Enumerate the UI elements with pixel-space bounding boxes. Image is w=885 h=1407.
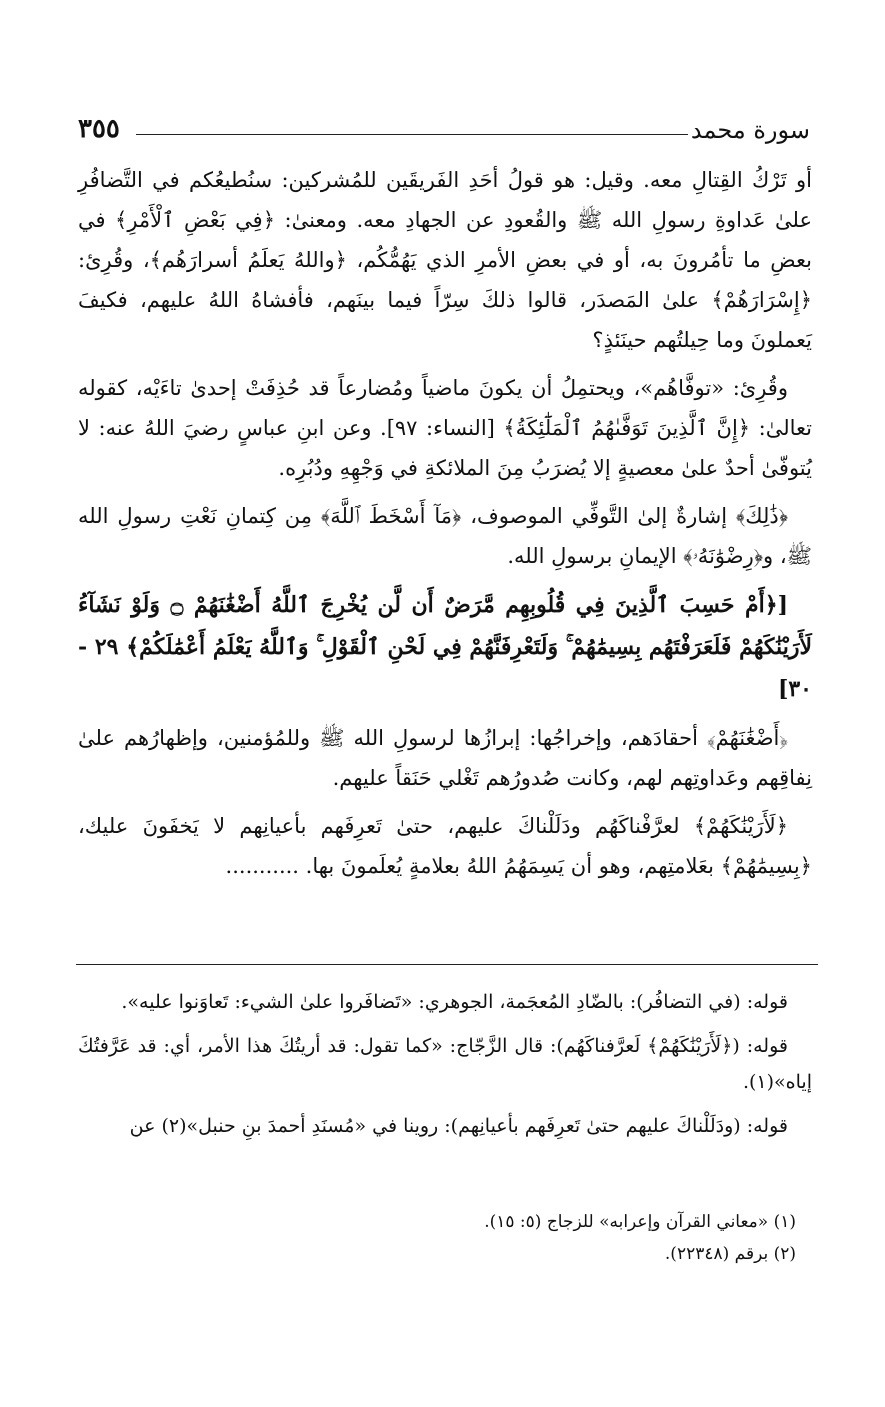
footnote-2: (٢) برقم (٢٢٣٤٨). (664, 1244, 796, 1264)
note-3: قوله: (ودَلَلْناكَ عليهم حتىٰ تَعرِفَهم بأعيانِهم): روينا في «مُسنَدِ أحمدَ بنِ حنبل»(٢) عن (129, 1115, 788, 1137)
note-2: قوله: (﴿لَأَرَيْنَٰكَهُمْ﴾ لَعرَّفناكَهُم): قال الزَّجّاج: «كما تقول: قد أريتُكَ هذا الأمر، أي: قد عَرَّفتُكَ إياه»(١). (78, 1035, 812, 1093)
paragraph-1: أو تَرْكُ القِتالِ معه. وقيل: هو قولُ أحَدِ الفَريقَين للمُشركين: سنُطيعُكم في التَّضافُرِ علىٰ عَداوةِ رسولِ الله ﷺ والقُعودِ عن الجهادِ معه. ومعنىٰ: ﴿فِي بَعْضِ ٱلْأَمْرِ﴾ في بعضِ ما تأمُرونَ به، أو في بعضِ الأمرِ الذي يَهُمُّكُم، ﴿واللهُ يَعلَمُ أسرارَهُم﴾، وقُرِئ: ﴿إِسْرَارَهُمْ﴾ علىٰ المَصدَر، قالوا ذلكَ سِرّاً فيما بينَهم، فأفشاهُ اللهُ عليهم، فكيفَ يَعملونَ وما حِيلتُهم حينَئذٍ؟ (78, 168, 812, 352)
running-header (78, 112, 810, 152)
note-1: قوله: (في التضافُر): بالضّادِ المُعجَمة، الجوهري: «تَضافَروا علىٰ الشيء: تَعاوَنوا عليه». (121, 991, 788, 1013)
footnotes (78, 1206, 812, 1270)
commentary-notes (78, 984, 812, 1152)
quran-verse: [﴿أَمْ حَسِبَ ٱلَّذِينَ فِي قُلُوبِهِم مَّرَضٌ أَن لَّن يُخْرِجَ ٱللَّهُ أَضْغَٰنَهُمْ ۝ وَلَوْ نَشَآءُ لَأَرَيْنَٰكَهُمْ فَلَعَرَفْتَهُم بِسِيمَٰهُمْ ۚ وَلَتَعْرِفَنَّهُمْ فِي لَحْنِ ٱلْقَوْلِ ۚ وَٱللَّهُ يَعْلَمُ أَعْمَٰلَكُمْ﴾ ٢٩ - ٣٠] (78, 592, 812, 702)
notes-separator (76, 964, 818, 965)
paragraph-2: وقُرِئ: «توفَّاهُم»، ويحتمِلُ أن يكونَ ماضياً ومُضارعاً قد حُذِفَتْ إحدىٰ تاءَيْه، كقوله تعالىٰ: ﴿إِنَّ ٱلَّذِينَ تَوَفَّىٰهُمُ ٱلْمَلَٰٓئِكَةُ﴾ [النساء: ٩٧]. وعن ابنِ عباسٍ رضيَ اللهُ عنه: لا يُتوفّىٰ أحدٌ علىٰ معصيةٍ إلا يُضرَبُ مِنَ الملائكةِ في وَجْهِهِ ودُبُرِه. (78, 376, 812, 480)
paragraph-3: ﴿ذَٰلِكَ﴾ إشارةٌ إلىٰ التَّوفِّي الموصوف، ﴿مَآ أَسْخَطَ ٱللَّهَ﴾ مِن كِتمانِ نَعْتِ رسولِ الله ﷺ، و﴿رِضْوَٰنَهُۥ﴾ الإيمانِ برسولِ الله. (78, 504, 812, 568)
page-number: ٣٥٥ (78, 114, 120, 144)
main-text (78, 160, 812, 894)
header-rule (136, 134, 688, 135)
paragraph-4: ﴿أَضْغَٰنَهُمْ﴾ أحقادَهم، وإخراجُها: إبرازُها لرسولِ الله ﷺ وللمُؤمنين، وإظهارُهم علىٰ نِفاقِهم وعَداوتِهم لهم، وكانت صُدورُهم تَغْلي حَنَقاً عليهم. (78, 726, 812, 790)
surah-title: سورة محمد (690, 116, 810, 144)
footnote-1: (١) «معاني القرآن وإعرابه» للزجاج (٥: ١٥). (484, 1212, 796, 1232)
paragraph-5: ﴿لَأَرَيْنَٰكَهُمْ﴾ لعرَّفْناكَهُم ودَلَلْناكَ عليهم، حتىٰ تَعرِفَهم بأعيانِهم لا يَخفَونَ عليك، ﴿بِسِيمَٰهُمْ﴾ بعَلامتِهم، وهو أن يَسِمَهُمُ اللهُ بعلامةٍ يُعلَمونَ بها. ........... (78, 814, 812, 878)
